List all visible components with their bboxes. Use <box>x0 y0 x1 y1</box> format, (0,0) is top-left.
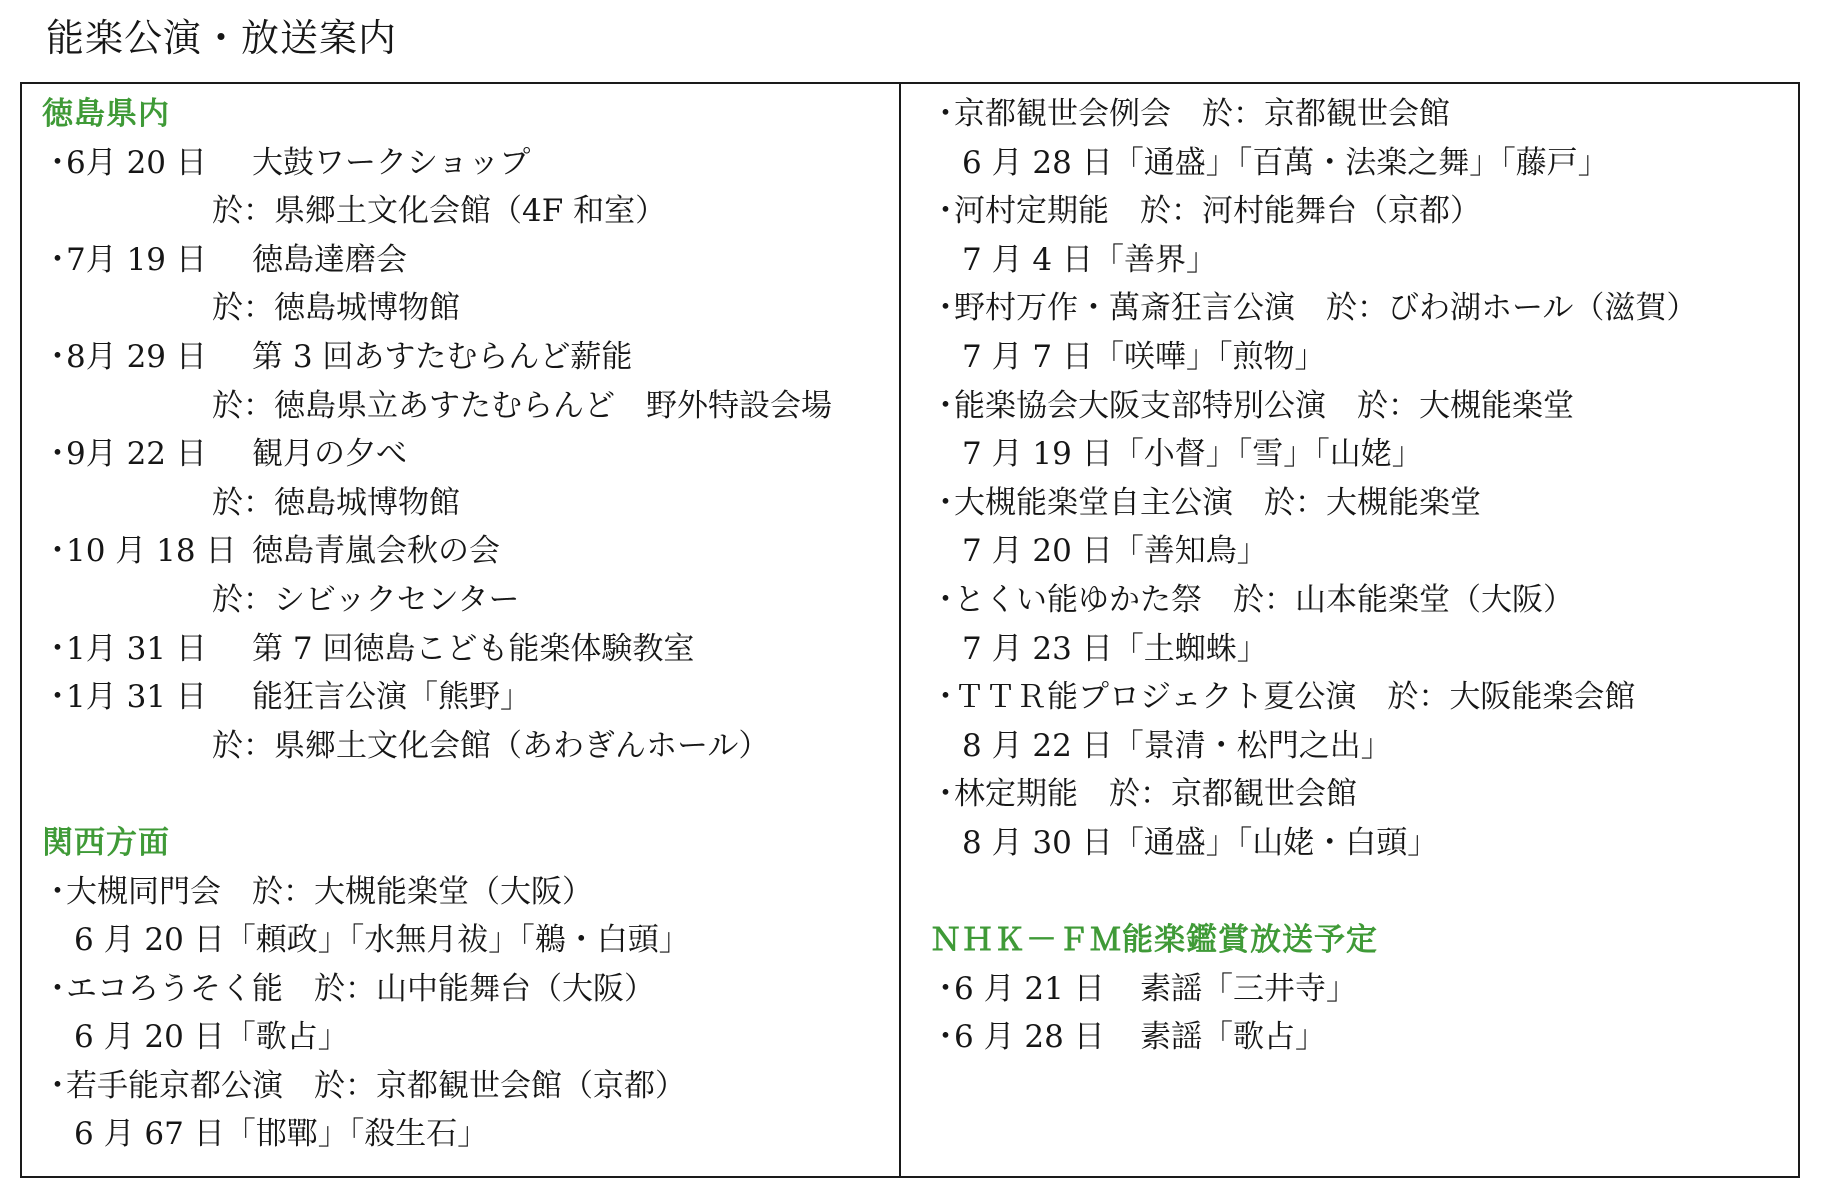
event-detail: 8 月 22 日「景清・松門之出」 <box>962 727 1392 764</box>
section-heading-tokushima: 徳島県内 <box>42 96 170 132</box>
event-title: 林定期能 於：京都観世会館 <box>954 776 1357 813</box>
event-detail: 8 月 30 日「通盛」「山姥・白頭」 <box>962 824 1439 861</box>
event-detail: 7 月 23 日「土蜘蛛」 <box>962 630 1268 667</box>
event-line: ・7月 19 日 徳島達磨会 <box>42 236 892 285</box>
event-detail: 7 月 4 日「善界」 <box>962 241 1218 278</box>
event-line: ・6月 20 日 大鼓ワークショップ <box>42 139 892 188</box>
event-venue: 於：県郷土文化会館（あわぎんホール） <box>212 727 770 764</box>
event-line: ・9月 22 日 観月の夕べ <box>42 430 892 479</box>
event-name: 観月の夕べ <box>252 436 407 473</box>
event-title: 若手能京都公演 於：京都観世会館（京都） <box>66 1067 686 1104</box>
event-line: ・河村定期能 於：河村能舞台（京都） <box>930 193 1481 230</box>
event-title: 大槻同門会 於：大槻能楽堂（大阪） <box>66 873 593 910</box>
event-detail: 6 月 20 日「歌占」 <box>74 1019 349 1056</box>
event-venue: 於：シビックセンター <box>212 581 520 618</box>
event-line: ・大槻同門会 於：大槻能楽堂（大阪） <box>42 873 593 910</box>
broadcast-program: 素謡「歌占」 <box>1140 1019 1326 1056</box>
event-line: ・エコろうそく能 於：山中能舞台（大阪） <box>42 970 655 1007</box>
event-title: 河村定期能 於：河村能舞台（京都） <box>954 193 1481 230</box>
event-line: ・1月 31 日 能狂言公演「熊野」 <box>42 673 892 722</box>
event-date: 9月 22 日 <box>66 436 207 473</box>
event-date: 1月 31 日 <box>66 630 207 667</box>
event-date: 8月 29 日 <box>66 338 207 375</box>
section-heading-kansai: 関西方面 <box>42 824 170 861</box>
event-venue: 於：徳島城博物館 <box>212 484 460 521</box>
event-venue: 於：徳島城博物館 <box>212 290 460 327</box>
broadcast-date: 6 月 28 日 <box>954 1019 1105 1056</box>
event-detail: 6 月 20 日「頼政」「水無月祓」「鵜・白頭」 <box>74 922 690 959</box>
event-venue: 於：県郷土文化会館（4F 和室） <box>212 193 667 230</box>
event-date: 6月 20 日 <box>66 144 207 181</box>
event-name: 第 3 回あすたむらんど薪能 <box>252 338 633 375</box>
spacer <box>930 868 1790 917</box>
event-name: 能狂言公演「熊野」 <box>252 679 531 716</box>
event-line: ・大槻能楽堂自主公演 於：大槻能楽堂 <box>930 484 1481 521</box>
event-date: 7月 19 日 <box>66 241 207 278</box>
event-detail: 7 月 20 日「善知鳥」 <box>962 533 1268 570</box>
event-line: ・10 月 18 日 徳島青嵐会秋の会 <box>42 527 892 576</box>
event-detail: 6 月 67 日「邯鄲」「殺生石」 <box>74 1116 489 1153</box>
event-date: 1月 31 日 <box>66 679 207 716</box>
event-title: 能楽協会大阪支部特別公演 於：大槻能楽堂 <box>954 387 1574 424</box>
event-name: 大鼓ワークショップ <box>252 144 531 181</box>
column-divider <box>899 82 901 1178</box>
left-column <box>42 90 892 1159</box>
page-title: 能楽公演・放送案内 <box>46 16 398 60</box>
event-title: ＴＴＲ能プロジェクト夏公演 於：大阪能楽会館 <box>954 679 1636 716</box>
event-title: 大槻能楽堂自主公演 於：大槻能楽堂 <box>954 484 1481 521</box>
event-date: 10 月 18 日 <box>66 533 237 570</box>
event-line: ・林定期能 於：京都観世会館 <box>930 776 1357 813</box>
event-detail: 7 月 7 日「咲嘩」「煎物」 <box>962 338 1326 375</box>
event-line: ・能楽協会大阪支部特別公演 於：大槻能楽堂 <box>930 387 1574 424</box>
event-line: ・若手能京都公演 於：京都観世会館（京都） <box>42 1067 686 1104</box>
event-line: ・京都観世会例会 於：京都観世会館 <box>930 96 1450 132</box>
event-line: ・1月 31 日 第 7 回徳島こども能楽体験教室 <box>42 625 892 674</box>
broadcast-date: 6 月 21 日 <box>954 970 1105 1007</box>
event-title: とくい能ゆかた祭 於：山本能楽堂（大阪） <box>954 581 1574 618</box>
event-name: 徳島達磨会 <box>252 241 407 278</box>
event-venue: 於：徳島県立あすたむらんど 野外特設会場 <box>212 387 832 424</box>
event-line: ・野村万作・萬斎狂言公演 於：びわ湖ホール（滋賀） <box>930 290 1698 327</box>
event-line: ・とくい能ゆかた祭 於：山本能楽堂（大阪） <box>930 581 1574 618</box>
broadcast-line: ・6 月 21 日 素謡「三井寺」 <box>930 965 1790 1014</box>
event-title: 京都観世会例会 於：京都観世会館 <box>954 96 1450 132</box>
event-detail: 6 月 28 日「通盛」「百萬・法楽之舞」「藤戸」 <box>962 144 1609 181</box>
event-line: ・ＴＴＲ能プロジェクト夏公演 於：大阪能楽会館 <box>930 679 1636 716</box>
event-line: ・8月 29 日 第 3 回あすたむらんど薪能 <box>42 333 892 382</box>
event-title: 野村万作・萬斎狂言公演 於：びわ湖ホール（滋賀） <box>954 290 1698 327</box>
event-name: 第 7 回徳島こども能楽体験教室 <box>252 630 695 667</box>
event-detail: 7 月 19 日「小督」「雪」「山姥」 <box>962 436 1423 473</box>
spacer <box>42 770 892 819</box>
event-name: 徳島青嵐会秋の会 <box>252 533 500 570</box>
event-title: エコろうそく能 於：山中能舞台（大阪） <box>66 970 655 1007</box>
right-column <box>930 90 1790 1062</box>
broadcast-program: 素謡「三井寺」 <box>1140 970 1357 1007</box>
section-heading-nhk: ＮＨＫ－ＦＭ能楽鑑賞放送予定 <box>930 922 1378 959</box>
broadcast-line: ・6 月 28 日 素謡「歌占」 <box>930 1013 1790 1062</box>
